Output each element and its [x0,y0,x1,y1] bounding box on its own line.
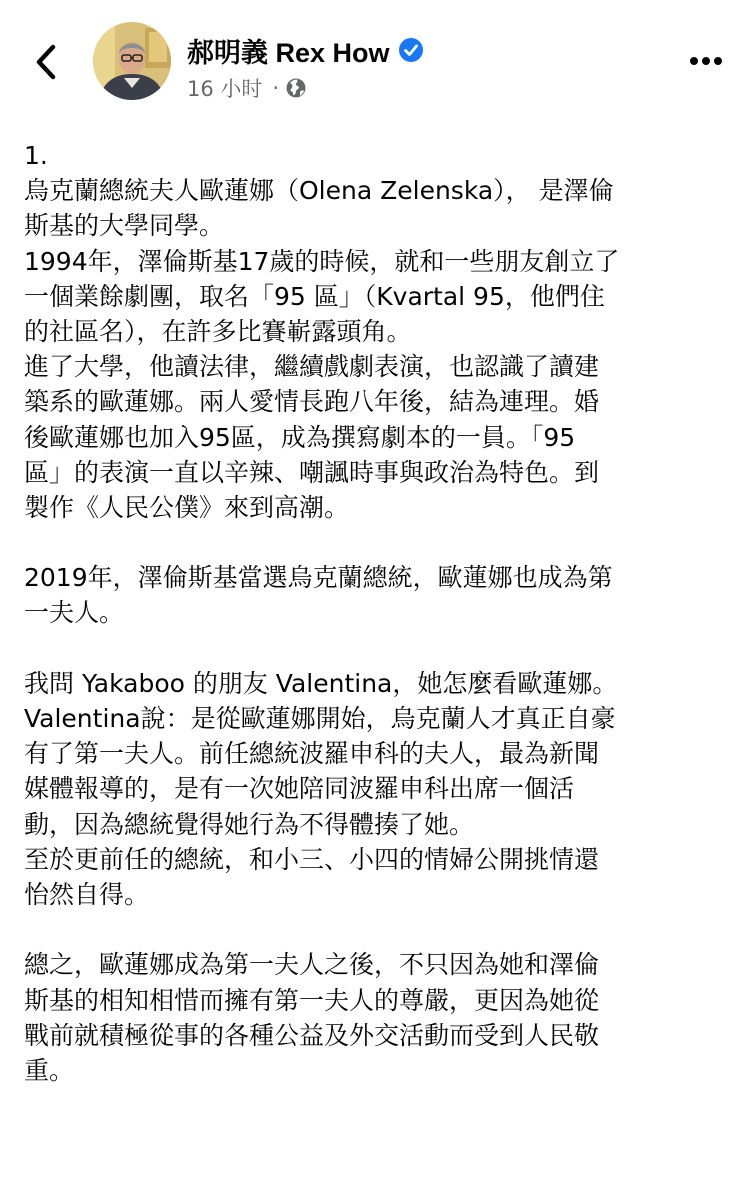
post-line: 烏克蘭總統夫人歐蓮娜（Olena Zelenska）， 是澤倫 [24,176,614,206]
post-line: 進了大學，他讀法律，繼續戲劇表演，也認識了讀建 [24,352,600,382]
post-text [24,138,730,1088]
verified-badge-icon [398,37,424,63]
post-line: 後歐蓮娜也加入95區，成為撰寫劇本的一員。「95 [24,422,576,452]
post-line: 一個業餘劇團，取名「95 區」（Kvartal 95，他們住 [24,281,605,311]
more-options-button[interactable] [688,46,724,76]
post-line: 媒體報導的，是有一次她陪同波羅申科出席一個活 [24,774,575,804]
author-avatar[interactable] [93,22,171,100]
post-line: 一夫人。 [24,598,125,628]
post-paragraph [24,947,730,1088]
post-line: 區」的表演一直以辛辣、嘲諷時事與政治為特色。到 [24,457,600,487]
meta-separator: · [272,76,280,100]
post-line: 動，因為總統覺得她行為不得體揍了她。 [24,809,475,839]
post-meta [187,72,307,104]
paragraph-gap [24,631,730,666]
post-timestamp[interactable]: 16 小时 [187,77,263,101]
post-line: 1. [24,141,48,170]
post-line: 1994年，澤倫斯基17歲的時候，就和一些朋友創立了 [24,246,620,276]
post-line: 2019年，澤倫斯基當選烏克蘭總統，歐蓮娜也成為第 [24,563,613,593]
post-paragraph [24,560,730,630]
post-line: 我問 Yakaboo 的朋友 Valentina，她怎麼看歐蓮娜。 [24,668,618,698]
more-horizontal-icon [689,56,723,66]
post-line: 斯基的相知相惜而擁有第一夫人的尊嚴，更因為她從 [24,985,600,1015]
post-line: 有了第一夫人。前任總統波羅申科的夫人，最為新聞 [24,739,600,769]
author-line [187,30,424,70]
chevron-left-icon [34,42,58,82]
post-line: Valentina說：是從歐蓮娜開始，烏克蘭人才真正自豪 [24,704,616,733]
post-line: 怡然自得。 [24,879,150,909]
post-paragraph [24,666,730,912]
paragraph-gap [24,912,730,947]
post-line: 斯基的大學同學。 [24,211,225,241]
back-button[interactable] [26,38,66,86]
post-line: 戰前就積極從事的各種公益及外交活動而受到人民敬 [24,1020,600,1050]
paragraph-gap [24,525,730,560]
post-line: 至於更前任的總統，和小三、小四的情婦公開挑情還 [24,844,600,874]
post-line: 製作《人民公僕》來到高潮。 [24,492,350,522]
post-paragraph [24,138,730,525]
post-line: 重。 [24,1055,75,1085]
globe-icon[interactable] [285,77,307,99]
post-header [0,0,752,112]
post-line: 總之，歐蓮娜成為第一夫人之後，不只因為她和澤倫 [24,950,600,980]
author-name[interactable]: 郝明義 Rex How [187,37,390,68]
post-line: 的社區名），在許多比賽嶄露頭角。 [24,316,412,346]
post-line: 築系的歐蓮娜。兩人愛情長跑八年後，結為連理。婚 [24,387,600,417]
